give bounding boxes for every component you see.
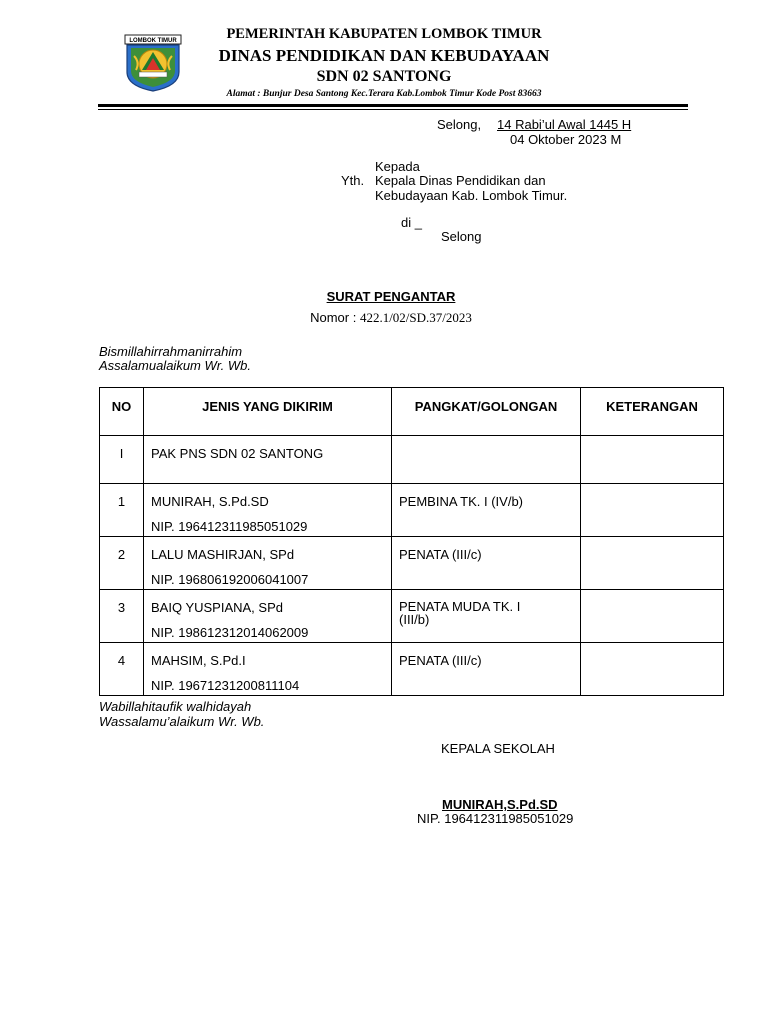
letterhead-rule-thick xyxy=(98,104,688,107)
closing-line2: Wassalamu’alaikum Wr. Wb. xyxy=(99,714,265,729)
letter-number-value: 422.1/02/SD.37/2023 xyxy=(359,310,472,325)
signature-title: KEPALA SEKOLAH xyxy=(441,741,555,756)
letterhead-government: PEMERINTAH KABUPATEN LOMBOK TIMUR xyxy=(226,26,542,42)
closing-line1: Wabillahitaufik walhidayah xyxy=(99,699,252,714)
table-row xyxy=(100,436,724,484)
row-jenis xyxy=(144,537,392,590)
letterhead-address: Alamat : Bunjur Desa Santong Kec.Terara Kab.Lombok Timur Kode Post 83663 xyxy=(226,89,542,99)
signature-nip: NIP. 196412311985051029 xyxy=(417,811,574,826)
recipient-line2: Kebudayaan Kab. Lombok Timur. xyxy=(375,188,568,203)
row-pangkat: PENATA MUDA TK. I (III/b) xyxy=(392,590,581,643)
row-keterangan xyxy=(581,590,724,643)
row-jenis: PAK PNS SDN 02 SANTONG xyxy=(144,436,392,484)
row-name: MUNIRAH, S.Pd.SD xyxy=(151,494,269,509)
date-place: Selong, xyxy=(437,117,482,132)
table-row xyxy=(100,484,724,537)
recipient-line1: Kepala Dinas Pendidikan dan xyxy=(375,173,546,188)
letter-number xyxy=(0,310,768,326)
row-pangkat: PEMBINA TK. I (IV/b) xyxy=(392,484,581,537)
letterhead-agency: DINAS PENDIDIKAN DAN KEBUDAYAAN xyxy=(218,46,550,65)
recipient-kepada: Kepada xyxy=(375,159,420,174)
header-no: NO xyxy=(100,388,144,436)
row-no: 3 xyxy=(100,590,144,643)
row-jenis xyxy=(144,590,392,643)
date-hijri: 14 Rabi’ul Awal 1445 H xyxy=(497,117,632,132)
table-row xyxy=(100,537,724,590)
header-pangkat: PANGKAT/GOLONGAN xyxy=(392,388,581,436)
header-keterangan: KETERANGAN xyxy=(581,388,724,436)
letterhead-school: SDN 02 SANTONG xyxy=(316,68,452,85)
letter-number-label: Nomor : xyxy=(310,310,357,325)
row-no: I xyxy=(100,436,144,484)
row-keterangan xyxy=(581,436,724,484)
table-row xyxy=(100,643,724,696)
row-keterangan xyxy=(581,643,724,696)
opening-salam: Assalamualaikum Wr. Wb. xyxy=(99,358,251,373)
row-nip: NIP. 19671231200811104 xyxy=(151,678,300,693)
opening-basmalah: Bismillahirrahmanirrahim xyxy=(99,344,243,359)
row-jenis xyxy=(144,643,392,696)
row-nip: NIP. 196806192006041007 xyxy=(151,572,309,587)
row-keterangan xyxy=(581,484,724,537)
date-gregorian: 04 Oktober 2023 M xyxy=(510,132,622,147)
row-name: LALU MASHIRJAN, SPd xyxy=(151,547,295,562)
document-list-table xyxy=(99,387,724,696)
header-jenis: JENIS YANG DIKIRIM xyxy=(144,388,392,436)
svg-text:LOMBOK TIMUR: LOMBOK TIMUR xyxy=(129,38,177,44)
row-no: 1 xyxy=(100,484,144,537)
row-jenis xyxy=(144,484,392,537)
row-name: MAHSIM, S.Pd.I xyxy=(151,653,246,668)
row-name: BAIQ YUSPIANA, SPd xyxy=(151,600,283,615)
row-nip: NIP. 198612312014062009 xyxy=(151,625,309,640)
row-pangkat: PENATA (III/c) xyxy=(392,643,581,696)
table-header-row xyxy=(100,388,724,436)
row-nip: NIP. 196412311985051029 xyxy=(151,519,308,534)
letterhead-rule-thin xyxy=(98,109,688,110)
row-no: 2 xyxy=(100,537,144,590)
signature-name: MUNIRAH,S.Pd.SD xyxy=(442,797,558,812)
recipient-city: Selong xyxy=(441,229,482,244)
letter-title: SURAT PENGANTAR xyxy=(326,289,456,304)
recipient-yth: Yth. xyxy=(341,173,365,188)
row-pangkat: PENATA (III/c) xyxy=(392,537,581,590)
row-keterangan xyxy=(581,537,724,590)
row-pangkat xyxy=(392,436,581,484)
table-row xyxy=(100,590,724,643)
recipient-di: di _ xyxy=(401,215,422,230)
row-no: 4 xyxy=(100,643,144,696)
